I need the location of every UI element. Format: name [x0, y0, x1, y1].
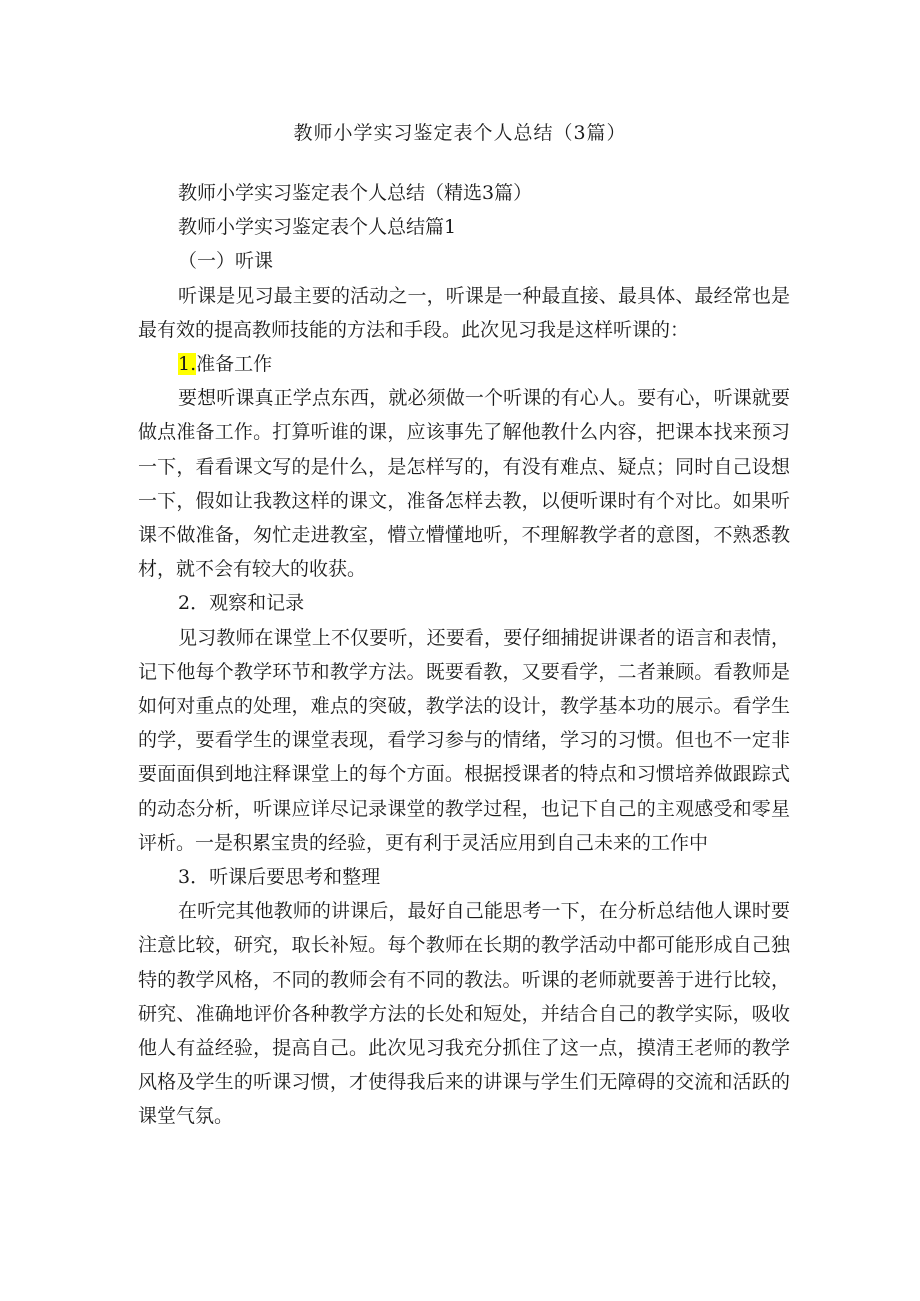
- item1-heading: [138, 347, 790, 381]
- document-body: [138, 176, 790, 1134]
- section-heading: （一）听课: [178, 250, 274, 273]
- item1-paragraph: 要想听课真正学点东西，就必须做一个听课的有心人。要有心，听课就要做点准备工作。打算听谁的课，应该事先了解他教什么内容，把课本找来预习一下，看看课文写的是什么，是怎样写的，有没有难点、疑点；同时自己设想一下，假如让我教这样的课文，准备怎样去教，以便听课时有个对比。如果听课不做准备，匆忙走进教室，懵立懵懂地听，不理解教学者的意图，不熟悉教材，就不会有较大的收获。: [138, 387, 790, 581]
- item3-paragraph: 在听完其他教师的讲课后，最好自己能思考一下，在分析总结他人课时要注意比较，研究，取长补短。每个教师在长期的教学活动中都可能形成自己独特的教学风格，不同的教师会有不同的教法。听课的老师就要善于进行比较，研究、准确地评价各种教学方法的长处和短处，并结合自己的教学实际，吸收他人有益经验，提高自己。此次见习我充分抓住了这一点，摸清王老师的教学风格及学生的听课习惯，才使得我后来的讲课与学生们无障碍的交流和活跃的课堂气氛。: [138, 900, 790, 1128]
- item3-heading: 3．听课后要思考和整理: [178, 866, 381, 889]
- intro-paragraph: 听课是见习最主要的活动之一，听课是一种最直接、最具体、最经常也是最有效的提高教师技能的方法和手段。此次见习我是这样听课的：: [138, 284, 790, 341]
- item1-number-highlight: 1.: [178, 353, 197, 376]
- document-subtitle: 教师小学实习鉴定表个人总结（精选3篇）: [178, 182, 533, 204]
- item2-paragraph: 见习教师在课堂上不仅要听，还要看，要仔细捕捉讲课者的语言和表情，记下他每个教学环节和教学方法。既要看教，又要看学，二者兼顾。看教师是如何对重点的处理，难点的突破，教学法的设计，教学基本功的展示。看学生的学，要看学生的课堂表现，看学习参与的情绪，学习的习惯。但也不一定非要面面俱到地注释课堂上的每个方面。根据授课者的特点和习惯培养做跟踪式的动态分析，听课应详尽记录课堂的教学过程，也记下自己的主观感受和零星评析。一是积累宝贵的经验，更有利于灵活应用到自己未来的工作中: [138, 626, 790, 854]
- piece-heading: 教师小学实习鉴定表个人总结篇1: [178, 216, 457, 239]
- item1-label: 准备工作: [196, 353, 273, 376]
- document-title: 教师小学实习鉴定表个人总结（3篇）: [293, 122, 627, 144]
- item2-heading: 2．观察和记录: [178, 592, 305, 615]
